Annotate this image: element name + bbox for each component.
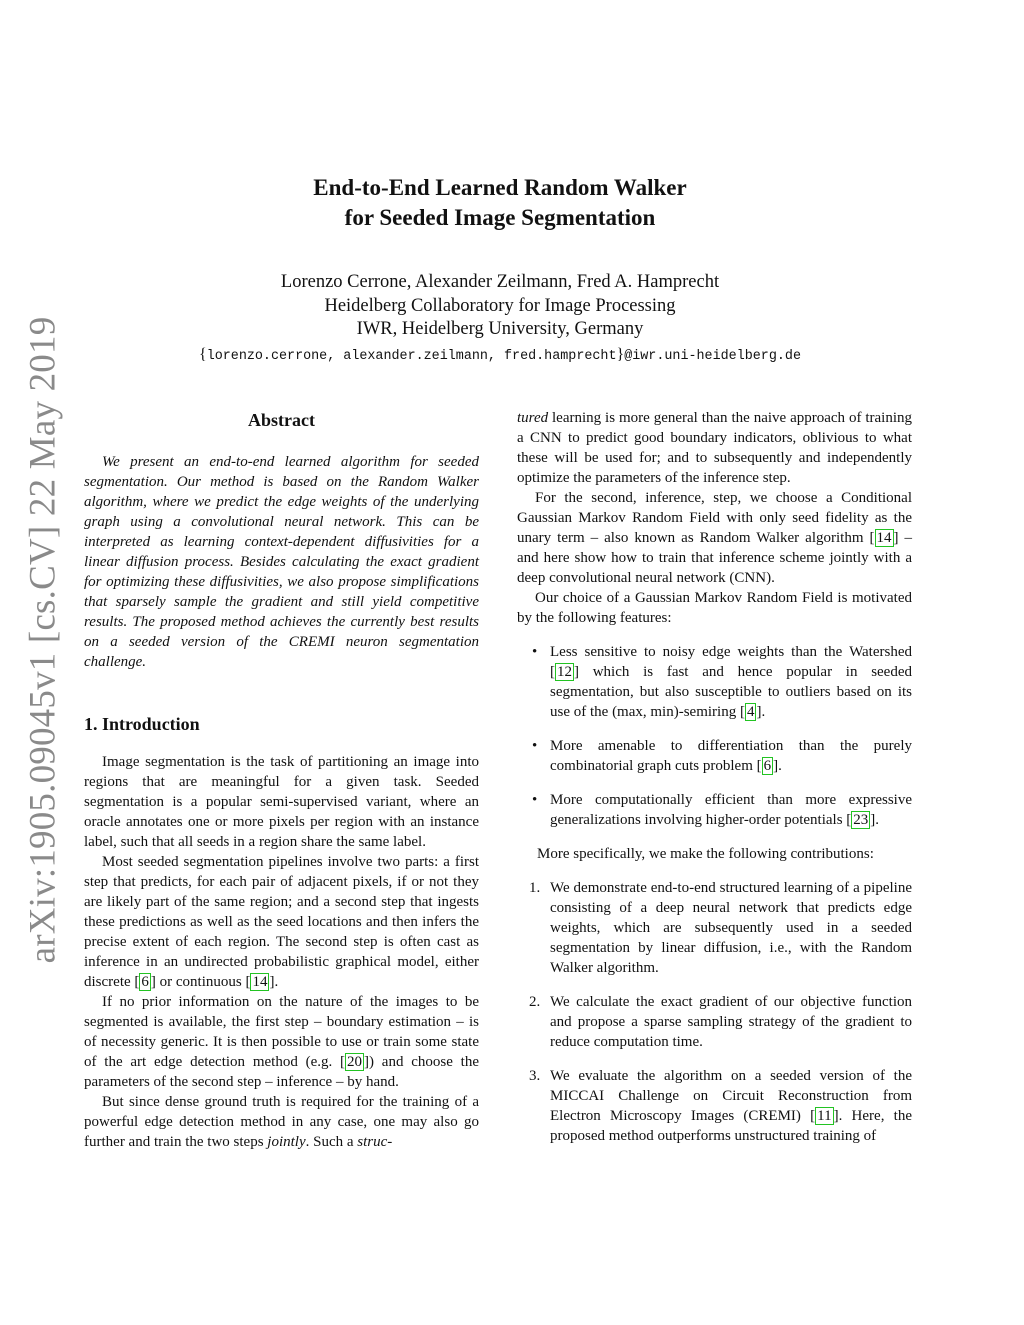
title-line-2: for Seeded Image Segmentation [344,205,656,230]
citation-link[interactable]: 14 [252,974,268,990]
list-item: • More computationally efficient than more expressive generalizations involving higher-order potentials [ 23 ]. [517,790,912,830]
section-heading-introduction: 1. Introduction [84,714,200,734]
contributions-intro: More specifically, we make the following contributions: [537,846,874,862]
intro-paragraph-4: But since dense ground truth is required for the training of a powerful edge detection method in any case, one may also go further and train the two steps jointly. Such a struc- [84,1094,479,1150]
intro-paragraph-5: For the second, inference, step, we choose a Conditional Gaussian Markov Random Field with only seed fidelity as the unary term – also known as Random Walker algorithm [ 14 ] – and here show how to train that inference scheme jointly with a deep convolutional neural network (CNN). [517,490,913,586]
list-item: 3. We evaluate the algorithm on a seeded version of the MICCAI Challenge on Circuit Reconstruction from Electron Microscopy Images (CREMI) [ 11 ]. Here, the proposed method outperforms unstructured training of [529,1068,912,1144]
citation-link[interactable]: 23 [853,812,869,828]
arxiv-sidebar [18,300,68,980]
citation-link[interactable]: 12 [557,664,572,680]
intro-paragraph-3: If no prior information on the nature of the images to be segmented is available, the first step – boundary estimation – is of necessity generic. It is then possible to use or train some state of the art edge detection method (e.g. [ 20 ]) and choose the parameters of the second step – inference – by hand. [84,994,479,1090]
abstract-text: We present an end-to-end learned algorithm for seeded segmentation. Our method is based on the Random Walker algorithm, where we predict the edge weights of the underlying graph using a convolutional neural network. This can be interpreted as learning context-dependent diffusivities for a linear diffusion process. Besides calculating the exact gradient for optimizing these diffusivities, we also propose simplifications that sparsely sample the gradient and still yield competitive results. The proposed method achieves the currently best results on a seeded version of the CREMI neuron segmentation challenge. [84,454,479,670]
citation-link[interactable]: 14 [876,530,892,546]
arxiv-identifier: arXiv:1905.09045v1 [cs.CV] 22 May 2019 [22,316,64,964]
citation-link[interactable]: 6 [141,974,149,990]
citation-link[interactable]: 11 [817,1108,832,1124]
intro-paragraph-4-continued: tured learning is more general than the naive approach of training a CNN to predict good boundary indicators, oblivious to what these will be used for; and to subsequently and independently optimize the parameters of the inference step. [517,410,912,486]
intro-paragraph-1: Image segmentation is the task of partitioning an image into regions that are meaningful for a given task. Seeded segmentation is a popular semi-supervised variant, where an oracle annotates one or more pixels per region with an instance label, such that all seeds in a region share the same label. [84,754,479,850]
list-item: • Less sensitive to noisy edge weights than the Watershed [ 12 ] which is fast and hence popular in seeded segmentation, but also susceptible to outliers based on its use of the (max, min)-semiring [ 4 ]. [517,642,912,722]
affiliation-line-1: Heidelberg Collaboratory for Image Processing [324,295,676,316]
affiliation-line-2: IWR, Heidelberg University, Germany [356,319,644,339]
citation-link[interactable]: 20 [347,1054,363,1070]
email-domain: @iwr.uni-heidelberg.de [624,349,801,364]
left-column [84,408,479,1152]
citation-link[interactable]: 4 [746,704,755,720]
paper-title [0,173,1000,233]
author-emails [0,344,1000,368]
feature-list [517,642,912,830]
list-item: 2. We calculate the exact gradient of our objective function and propose a sparse sampling strategy of the gradient to reduce computation time. [529,994,912,1050]
citation-link[interactable]: 6 [763,758,772,774]
intro-paragraph-2: Most seeded segmentation pipelines involve two parts: a first step that predicts, for each pair of adjacent pixels, if or not they are likely part of the same region; and a second step that ingests these predictions as well as the seed locations and then infers the precise extent of each region. The second step is often cast as inference in an undirected probabilistic graphical model, either discrete [ 6 ] or continuous [ 14 ]. [84,854,479,990]
email-brace-close: } [616,346,625,363]
list-item: 1. We demonstrate end-to-end structured learning of a pipeline consisting of a deep neural network that predicts edge weights, which are subsequently used in a seeded segmentation by linear diffusion, i.e., with the Random Walker algorithm. [529,880,912,976]
abstract-heading: Abstract [248,410,315,430]
email-names: lorenzo.cerrone, alexander.zeilmann, fred.hamprecht [206,349,617,364]
author-names: Lorenzo Cerrone, Alexander Zeilmann, Fred A. Hamprecht [280,272,720,292]
right-column [517,408,912,1160]
contribution-list [517,878,912,1146]
title-line-1: End-to-End Learned Random Walker [313,175,687,200]
intro-paragraph-6: Our choice of a Gaussian Markov Random Field is motivated by the following features: [517,590,912,626]
email-brace-open: { [199,346,207,363]
list-item: • More amenable to differentiation than the purely combinatorial graph cuts problem [ 6 ]. [517,736,912,776]
author-block [0,271,1000,342]
